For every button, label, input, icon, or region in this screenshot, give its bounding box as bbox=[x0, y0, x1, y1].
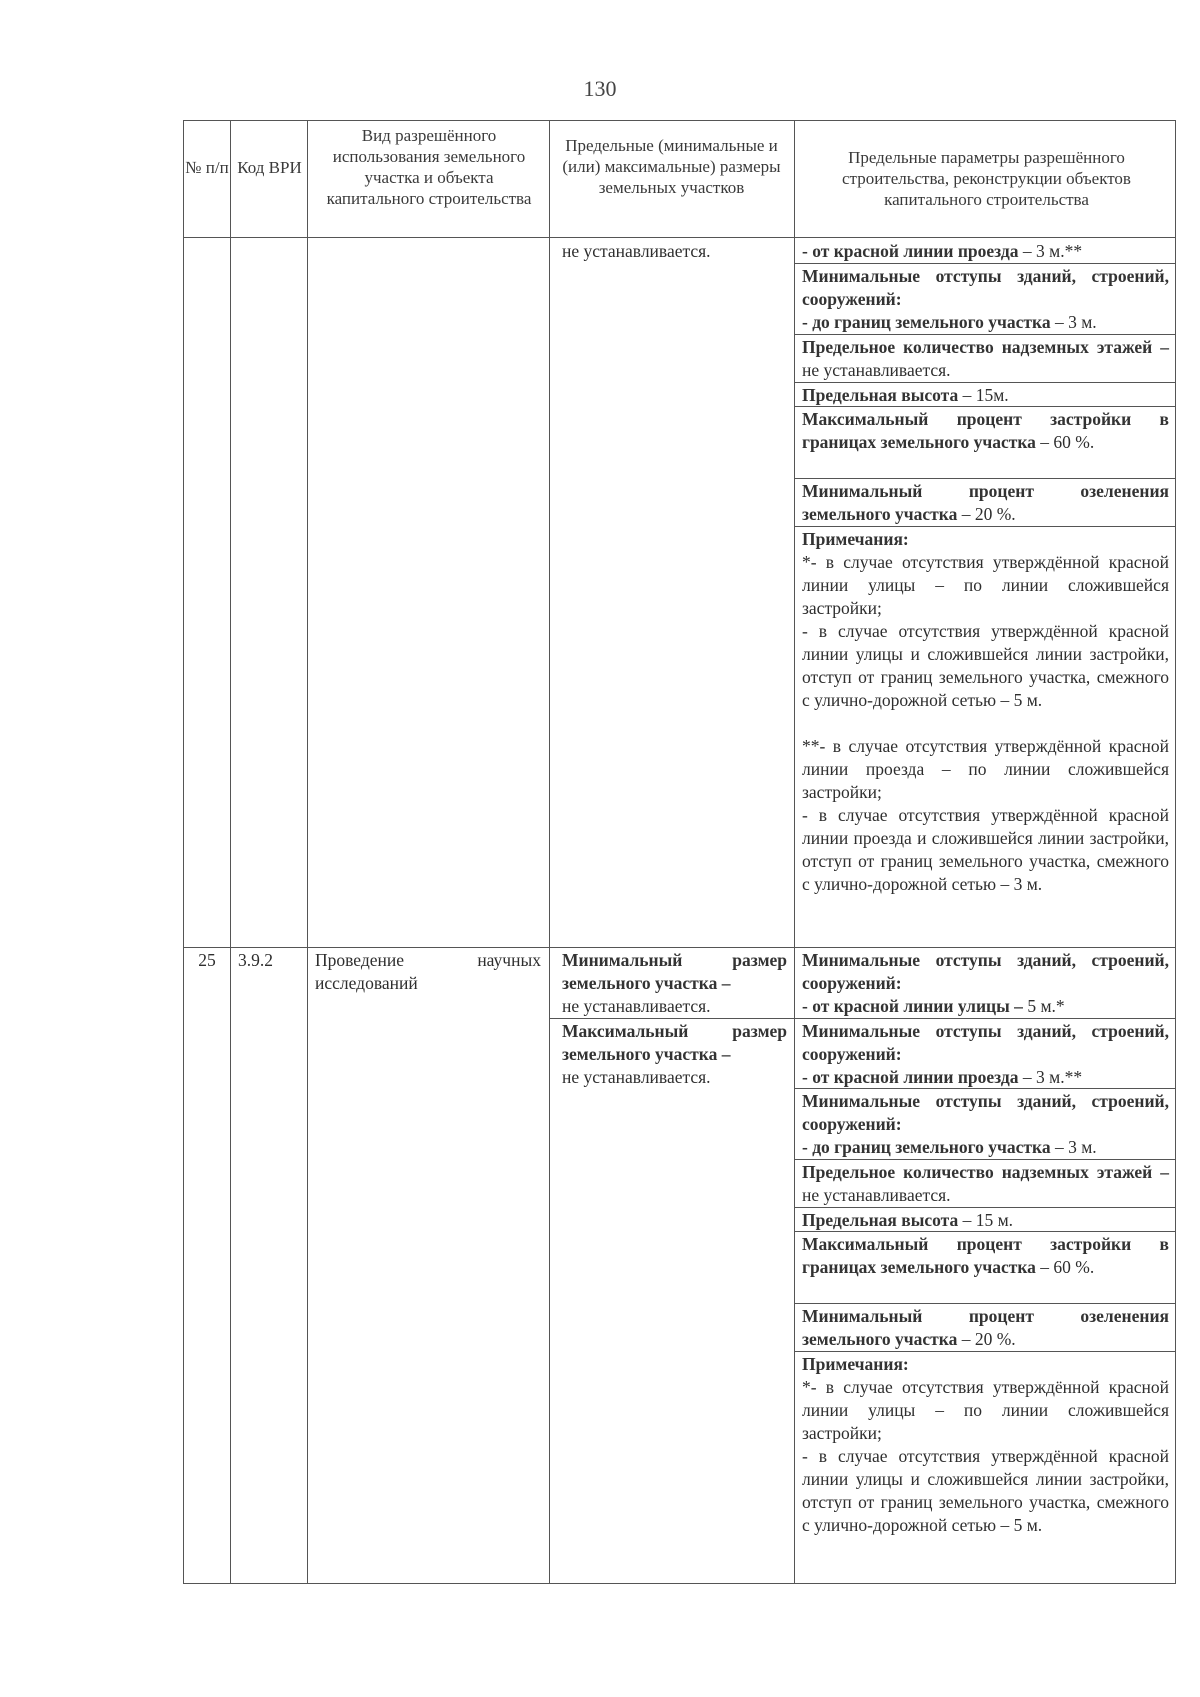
size-min: Минимальный размер земельного участка – не устанавливается. bbox=[562, 950, 787, 1016]
col-divider bbox=[794, 121, 795, 1583]
param-max-floors: Предельное количество надземных этажей – не устанавливается. bbox=[802, 337, 1169, 380]
param-min-setback-boundary: Минимальные отступы зданий, строений, сооружений: - до границ земельного участка – 3 м. bbox=[802, 266, 1169, 332]
row-divider bbox=[794, 526, 1175, 527]
row-divider bbox=[794, 1351, 1175, 1352]
param-max-height: Предельная высота – 15м. bbox=[802, 385, 1009, 405]
param-max-coverage: Максимальный процент застройки в границах земельного участка – 60 %. bbox=[802, 409, 1169, 452]
param-min-greenery: Минимальный процент озеленения земельного участка – 20 %. bbox=[802, 481, 1169, 524]
row-use: Проведение научных исследований bbox=[315, 950, 541, 993]
row-divider bbox=[794, 334, 1175, 335]
notes-title: Примечания: bbox=[802, 1354, 909, 1374]
row-divider bbox=[794, 263, 1175, 264]
row-code: 3.9.2 bbox=[238, 950, 273, 970]
header-divider bbox=[184, 237, 1175, 238]
notes-block bbox=[802, 528, 1169, 896]
note-text: **- в случае отсутствия утверждённой красной линии проезда – по линии сложившейся застройки; bbox=[802, 736, 1169, 802]
size-continuation: не устанавливается. bbox=[562, 241, 711, 261]
row-divider bbox=[184, 947, 1175, 948]
header-params: Предельные параметры разрешённого строительства, реконструкции объектов капитального строительства bbox=[842, 148, 1131, 209]
row-divider bbox=[794, 1159, 1175, 1160]
row-divider bbox=[794, 1018, 1175, 1019]
col-divider bbox=[230, 121, 231, 1583]
header-num: № п/п bbox=[185, 158, 229, 177]
notes-block bbox=[802, 1353, 1169, 1537]
param-setback-street: Минимальные отступы зданий, строений, сооружений: - от красной линии улицы – 5 м.* bbox=[802, 950, 1169, 1016]
param-max-coverage: Максимальный процент застройки в границах земельного участка – 60 %. bbox=[802, 1234, 1169, 1277]
note-text: - в случае отсутствия утверждённой красной линии улицы и сложившейся линии застройки, отступ от границ земельного участка, смежного с улично-дорожной сетью – 5 м. bbox=[802, 621, 1169, 710]
col-divider bbox=[549, 121, 550, 1583]
notes-title: Примечания: bbox=[802, 529, 909, 549]
row-divider bbox=[794, 1207, 1175, 1208]
row-divider bbox=[794, 1303, 1175, 1304]
row-number: 25 bbox=[198, 950, 216, 970]
header-size: Предельные (минимальные и (или) максимальные) размеры земельных участков bbox=[562, 136, 781, 197]
page-number: 130 bbox=[583, 76, 617, 101]
note-text: *- в случае отсутствия утверждённой красной линии улицы – по линии сложившейся застройки; bbox=[802, 1377, 1169, 1443]
row-divider bbox=[794, 478, 1175, 479]
param-setback-passage: Минимальные отступы зданий, строений, сооружений: - от красной линии проезда – 3 м.** bbox=[802, 1021, 1169, 1087]
param-red-line-passage: - от красной линии проезда – 3 м.** bbox=[802, 241, 1083, 261]
header-code: Код ВРИ bbox=[237, 158, 302, 177]
col-divider bbox=[307, 121, 308, 1583]
param-max-floors: Предельное количество надземных этажей – не устанавливается. bbox=[802, 1162, 1169, 1205]
note-text: - в случае отсутствия утверждённой красной линии проезда и сложившейся линии застройки, отступ от границ земельного участка, смежного с улично-дорожной сетью – 3 м. bbox=[802, 805, 1169, 894]
param-min-greenery: Минимальный процент озеленения земельного участка – 20 %. bbox=[802, 1306, 1169, 1349]
note-text: - в случае отсутствия утверждённой красной линии улицы и сложившейся линии застройки, отступ от границ земельного участка, смежного с улично-дорожной сетью – 5 м. bbox=[802, 1446, 1169, 1535]
header-use: Вид разрешённого использования земельного участка и объекта капитального строительства bbox=[326, 126, 532, 208]
row-divider bbox=[794, 382, 1175, 383]
size-max: Максимальный размер земельного участка – не устанавливается. bbox=[562, 1021, 787, 1087]
note-text: *- в случае отсутствия утверждённой красной линии улицы – по линии сложившейся застройки; bbox=[802, 552, 1169, 618]
param-setback-boundary: Минимальные отступы зданий, строений, сооружений: - до границ земельного участка – 3 м. bbox=[802, 1091, 1169, 1157]
regulations-table bbox=[183, 120, 1176, 1584]
row-divider bbox=[549, 1018, 794, 1019]
param-max-height: Предельная высота – 15 м. bbox=[802, 1210, 1014, 1230]
